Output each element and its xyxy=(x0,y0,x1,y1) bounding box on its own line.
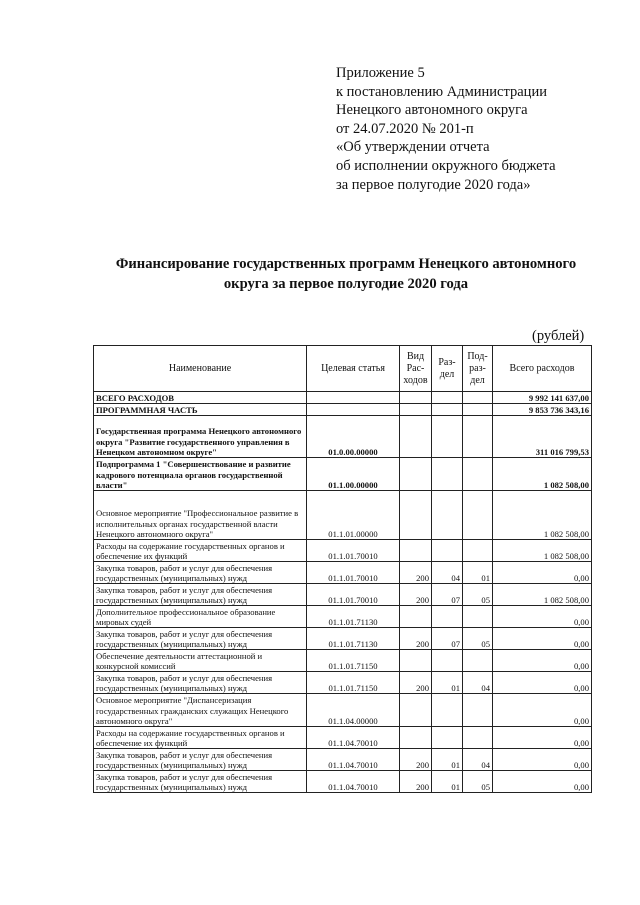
cell-code: 01.1.04.70010 xyxy=(307,749,400,771)
cell-podrazdel: 04 xyxy=(463,749,493,771)
cell-sum: 0,00 xyxy=(493,749,592,771)
cell-razdel xyxy=(432,416,463,458)
appendix-line: к постановлению Администрации xyxy=(336,83,547,100)
cell-razdel: 07 xyxy=(432,628,463,650)
cell-razdel xyxy=(432,540,463,562)
cell-razdel xyxy=(432,392,463,404)
cell-podrazdel xyxy=(463,606,493,628)
cell-code xyxy=(307,404,400,416)
cell-name: Закупка товаров, работ и услуг для обеспечения государственных (муниципальных) нужд xyxy=(94,672,307,694)
cell-code: 01.0.00.00000 xyxy=(307,416,400,458)
financing-table xyxy=(93,345,592,793)
cell-razdel: 07 xyxy=(432,584,463,606)
cell-sum: 1 082 508,00 xyxy=(493,491,592,540)
cell-vid xyxy=(400,458,432,491)
appendix-line: об исполнении окружного бюджета xyxy=(336,157,556,174)
cell-name: Расходы на содержание государственных органов и обеспечение их функций xyxy=(94,727,307,749)
cell-razdel xyxy=(432,650,463,672)
cell-code xyxy=(307,392,400,404)
table-row xyxy=(94,562,592,584)
cell-name: Подпрограмма 1 "Совершенствование и развитие кадрового потенциала органов государственной власти" xyxy=(94,458,307,491)
cell-name: Дополнительное профессиональное образование мировых судей xyxy=(94,606,307,628)
cell-name: Основное мероприятие "Диспансеризация государственных гражданских служащих Ненецкого автономного округа" xyxy=(94,694,307,727)
document-title-line: округа за первое полугодие 2020 года xyxy=(223,275,469,292)
cell-podrazdel xyxy=(463,392,493,404)
cell-vid: 200 xyxy=(400,562,432,584)
cell-razdel xyxy=(432,458,463,491)
header-name: Наименование xyxy=(94,346,307,392)
cell-podrazdel: 01 xyxy=(463,562,493,584)
cell-code: 01.1.01.71150 xyxy=(307,650,400,672)
table-row xyxy=(94,650,592,672)
cell-podrazdel xyxy=(463,404,493,416)
table-row xyxy=(94,540,592,562)
cell-sum: 1 082 508,00 xyxy=(493,584,592,606)
table-row xyxy=(94,771,592,793)
cell-razdel xyxy=(432,727,463,749)
cell-razdel: 01 xyxy=(432,749,463,771)
table-row xyxy=(94,404,592,416)
cell-vid xyxy=(400,694,432,727)
cell-razdel xyxy=(432,404,463,416)
cell-name: Государственная программа Ненецкого автономного округа "Развитие государственного управления в Ненецком автономном округе" xyxy=(94,416,307,458)
cell-sum: 0,00 xyxy=(493,628,592,650)
cell-name: Закупка товаров, работ и услуг для обеспечения государственных (муниципальных) нужд xyxy=(94,749,307,771)
cell-code: 01.1.01.70010 xyxy=(307,540,400,562)
table-row xyxy=(94,606,592,628)
cell-vid: 200 xyxy=(400,584,432,606)
cell-name: Закупка товаров, работ и услуг для обеспечения государственных (муниципальных) нужд xyxy=(94,771,307,793)
appendix-line: за первое полугодие 2020 года» xyxy=(336,176,531,193)
appendix-line: Ненецкого автономного округа xyxy=(336,102,528,119)
table-row xyxy=(94,416,592,458)
cell-sum: 0,00 xyxy=(493,672,592,694)
appendix-line: от 24.07.2020 № 201-п xyxy=(336,120,474,137)
cell-vid xyxy=(400,540,432,562)
header-sum: Всего расходов xyxy=(493,346,592,392)
cell-name: Закупка товаров, работ и услуг для обеспечения государственных (муниципальных) нужд xyxy=(94,562,307,584)
cell-vid xyxy=(400,491,432,540)
cell-code: 01.1.00.00000 xyxy=(307,458,400,491)
cell-name: Закупка товаров, работ и услуг для обеспечения государственных (муниципальных) нужд xyxy=(94,628,307,650)
cell-sum: 0,00 xyxy=(493,727,592,749)
cell-razdel: 01 xyxy=(432,771,463,793)
appendix-line: «Об утверждении отчета xyxy=(336,139,490,156)
cell-razdel xyxy=(432,606,463,628)
header-code: Целевая статья xyxy=(307,346,400,392)
cell-podrazdel xyxy=(463,458,493,491)
table-row xyxy=(94,694,592,727)
cell-podrazdel xyxy=(463,727,493,749)
document-title-line: Финансирование государственных программ Ненецкого автономного xyxy=(115,256,577,272)
table-row xyxy=(94,727,592,749)
cell-razdel: 04 xyxy=(432,562,463,584)
cell-vid xyxy=(400,392,432,404)
cell-code: 01.1.01.71130 xyxy=(307,606,400,628)
cell-podrazdel: 05 xyxy=(463,771,493,793)
cell-sum: 0,00 xyxy=(493,694,592,727)
cell-name: ПРОГРАММНАЯ ЧАСТЬ xyxy=(94,404,307,416)
cell-podrazdel xyxy=(463,540,493,562)
appendix-line: Приложение 5 xyxy=(336,65,425,81)
cell-razdel xyxy=(432,694,463,727)
header-podrazdel: Под-раз-дел xyxy=(463,346,493,392)
cell-code: 01.1.01.70010 xyxy=(307,584,400,606)
cell-name: Обеспечение деятельности аттестационной и конкурсной комиссий xyxy=(94,650,307,672)
cell-sum: 1 082 508,00 xyxy=(493,540,592,562)
cell-razdel xyxy=(432,491,463,540)
cell-name: ВСЕГО РАСХОДОВ xyxy=(94,392,307,404)
cell-vid: 200 xyxy=(400,672,432,694)
cell-razdel: 01 xyxy=(432,672,463,694)
cell-name: Основное мероприятие "Профессиональное развитие в исполнительных органах государственной власти Ненецкого автономного округа" xyxy=(94,491,307,540)
cell-code: 01.1.04.70010 xyxy=(307,727,400,749)
table-row xyxy=(94,584,592,606)
cell-sum: 0,00 xyxy=(493,606,592,628)
cell-code: 01.1.01.71130 xyxy=(307,628,400,650)
cell-vid: 200 xyxy=(400,628,432,650)
units-label: (рублей) xyxy=(532,328,585,344)
cell-sum: 0,00 xyxy=(493,650,592,672)
cell-code: 01.1.01.00000 xyxy=(307,491,400,540)
cell-podrazdel xyxy=(463,491,493,540)
cell-podrazdel xyxy=(463,416,493,458)
cell-sum: 0,00 xyxy=(493,562,592,584)
cell-vid xyxy=(400,650,432,672)
cell-code: 01.1.01.71150 xyxy=(307,672,400,694)
cell-sum: 9 992 141 637,00 xyxy=(493,392,592,404)
cell-vid xyxy=(400,606,432,628)
cell-name: Расходы на содержание государственных органов и обеспечение их функций xyxy=(94,540,307,562)
cell-podrazdel xyxy=(463,694,493,727)
cell-code: 01.1.04.70010 xyxy=(307,771,400,793)
table-row xyxy=(94,672,592,694)
cell-sum: 1 082 508,00 xyxy=(493,458,592,491)
header-vid: Вид Рас-ходов xyxy=(400,346,432,392)
cell-vid xyxy=(400,416,432,458)
cell-podrazdel xyxy=(463,650,493,672)
header-razdel: Раз-дел xyxy=(432,346,463,392)
cell-podrazdel: 05 xyxy=(463,584,493,606)
cell-podrazdel: 05 xyxy=(463,628,493,650)
cell-sum: 0,00 xyxy=(493,771,592,793)
cell-vid xyxy=(400,727,432,749)
appendix-block xyxy=(336,64,626,194)
cell-code: 01.1.01.70010 xyxy=(307,562,400,584)
cell-vid: 200 xyxy=(400,771,432,793)
table-row xyxy=(94,749,592,771)
cell-podrazdel: 04 xyxy=(463,672,493,694)
document-title xyxy=(90,255,602,294)
cell-name: Закупка товаров, работ и услуг для обеспечения государственных (муниципальных) нужд xyxy=(94,584,307,606)
cell-vid: 200 xyxy=(400,749,432,771)
table-row xyxy=(94,491,592,540)
cell-vid xyxy=(400,404,432,416)
table-header-row xyxy=(94,346,592,392)
table-row xyxy=(94,458,592,491)
table-row xyxy=(94,628,592,650)
cell-sum: 9 853 736 343,16 xyxy=(493,404,592,416)
cell-sum: 311 016 799,53 xyxy=(493,416,592,458)
table-row xyxy=(94,392,592,404)
cell-code: 01.1.04.00000 xyxy=(307,694,400,727)
